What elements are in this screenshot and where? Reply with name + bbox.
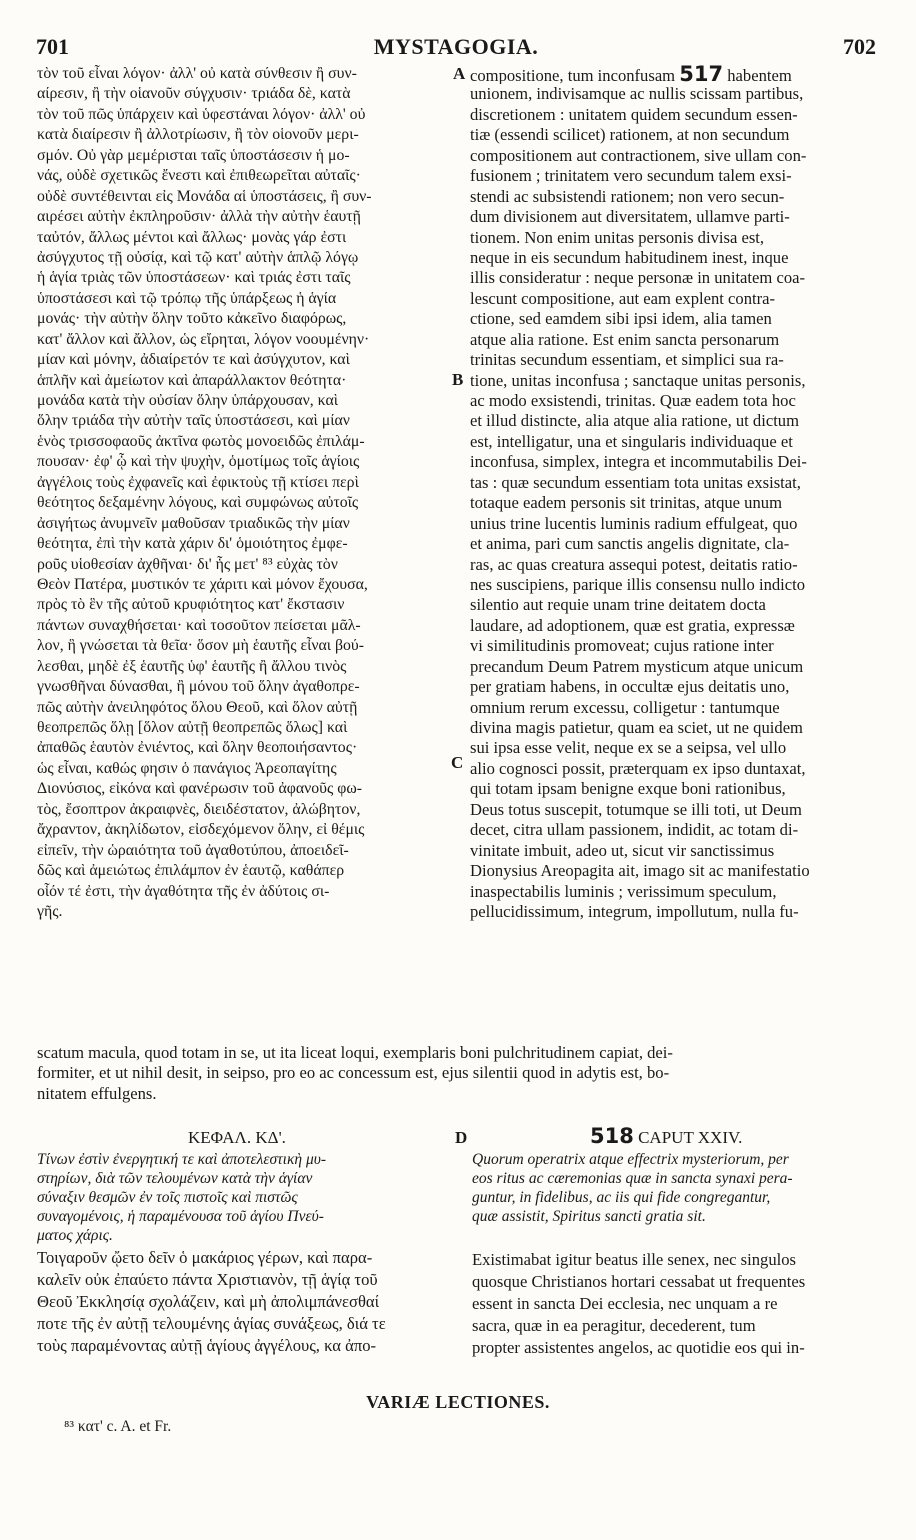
latin-body-line: essent in sancta Dei ecclesia, nec unquam a re [472, 1294, 778, 1313]
latin-text-line: tas : quæ secundum essentiam tota unitas exsistat, [470, 472, 801, 492]
variae-lectiones-heading: VARIÆ LECTIONES. [366, 1392, 550, 1412]
variant-note: ⁸³ κατ' c. A. et Fr. [64, 1418, 172, 1435]
greek-text-line: λον, ἣ γνώσεται τὰ θεῖα· ὅσον μὴ ἑαυτῆς εἶναι βού- [37, 637, 364, 655]
greek-chapter-summary [37, 1150, 457, 1245]
latin-text-line: tiæ (essendi scilicet) rationem, at non secundum [470, 125, 790, 145]
latin-text-line: dum divisionem aut diversitatem, ullamve parti- [470, 207, 790, 227]
greek-body-line: Θεοῦ Ἐκκλησίᾳ σχολάζειν, καὶ μὴ ἀπολιμπάνεσθαί [37, 1292, 380, 1311]
greek-text-line: τὸν τοῦ πῶς ὑπάρχειν καὶ ὑφεστάναι λόγον· ἀλλ' οὐ [37, 105, 366, 123]
greek-body-line: τοὺς παραμένοντας αὐτῇ ἁγίους ἀγγέλους, κα ἀπο- [37, 1336, 377, 1355]
latin-text-line: ras, ac quas creatura assequi potest, deitatis ratio- [470, 554, 798, 574]
greek-text-line: οὐδὲ συντέθεινται εἰς Μονάδα αἱ ὑποστάσεις, ἢ συν- [37, 187, 372, 205]
greek-summary-line: στηρίων, διὰ τῶν τελουμένων κατὰ τὴν ἁγίαν [37, 1170, 313, 1187]
greek-text-line: ὑποστάσεσι καὶ τῷ τρόπῳ τῆς ὑπάρξεως ἡ ἁγία [37, 289, 337, 307]
latin-chapter-body [472, 1249, 882, 1359]
left-page-number: 701 [36, 34, 69, 59]
latin-text-line: compositionem aut contractionem, sive ullam con- [470, 145, 807, 165]
latin-body-line: quosque Christianos hortari cessabat ut frequentes [472, 1272, 806, 1291]
latin-body-line: sacra, quæ in ea peragitur, decederent, tum [472, 1316, 756, 1335]
greek-text-line: ἡ ἁγία τριὰς τῶν ὑποστάσεων· καὶ τριάς ἐστι ταῖς [37, 269, 351, 287]
greek-text-line: πάντων συναχθήσεται· καὶ τοσοῦτον πείσεται μᾶλ- [37, 616, 361, 634]
greek-summary-line: σύναξιν θεσμῶν ἐν τοῖς πιστοῖς καὶ πιστῶς [37, 1189, 298, 1206]
latin-text-line: fusionem ; trinitatem vero secundum talem exsi- [470, 166, 792, 186]
latin-summary-line: quæ assistit, Spiritus sancti gratia sit. [472, 1208, 706, 1225]
latin-text-line: est, intelligatur, una et singularis individuaque et [470, 431, 793, 451]
latin-text-line: trinitas secundum essentiam, et simplici sua ra- [470, 350, 784, 370]
latin-text-line: silentio aut requie unam trine deitatem docta [470, 595, 766, 615]
latin-text-line: vi similitudinis promoveat; cujus ratione inter [470, 636, 774, 656]
column-number-518: 518 [590, 1124, 634, 1148]
latin-text-line: decet, citra ullam passionem, indidit, ac totam di- [470, 820, 799, 840]
latin-column [470, 64, 880, 922]
latin-text-line: unionem, indivisamque ac nullis scissam partibus, [470, 84, 804, 104]
greek-text-line: δῶς καὶ ἀμειώτως ἐπιλάμπον ἐν ἑαυτῷ, καθάπερ [37, 862, 345, 880]
greek-summary-line: Τίνων ἐστὶν ἐνεργητική τε καὶ ἀποτελεστικὴ μυ- [37, 1151, 327, 1168]
latin-chapter-title: CAPUT XXIV. [638, 1128, 743, 1147]
latin-body-line: propter assistentes angelos, ac quotidie eos qui in- [472, 1338, 805, 1357]
latin-text-line: lescunt compositione, aut eam explent contra- [470, 288, 776, 308]
greek-text-line: πρὸς τὸ ἓν τῆς αὐτοῦ κρυφιότητος κατ' ἔκστασιν [37, 596, 345, 614]
greek-text-line: οἷόν τέ ἐστι, τὴν ἀγαθότητα τῆς ἐν ἀδύτοις σι- [37, 882, 330, 900]
margin-marker-a: A [453, 64, 466, 83]
latin-summary-line: eos ritus ac cæremonias quæ in sancta synaxi pera- [472, 1170, 793, 1187]
greek-text-line: θεότητος δεξαμένην λόγους, καὶ συμφώνως αὐτοῖς [37, 494, 359, 512]
greek-text-line: ὅλην τριάδα τὴν αὐτὴν ταῖς ὑποστάσεσι, καὶ μίαν [37, 412, 350, 430]
latin-summary-line: guntur, in fidelibus, ac iis qui fide congregantur, [472, 1189, 771, 1206]
latin-text-line: alio cognosci possit, præterquam ex ipso duntaxat, [470, 758, 806, 778]
latin-text-line: tionem. Non enim unitas personis divisa est, [470, 227, 765, 247]
latin-text-line: totaque eadem personis sit trinitas, atque unum [470, 493, 782, 513]
greek-text-line: αίρεσιν, ἢ τὴν οἱανοῦν σύγχυσιν· τριάδα δὲ, κατὰ [37, 85, 351, 103]
latin-text-line: unius trine lucentis luminis radium effulgeat, quo [470, 513, 798, 533]
greek-text-line: ταὐτόν, ἄλλως μέντοι καὶ ἄλλως· μονὰς γάρ ἐστι [37, 228, 347, 246]
latin-text-line: ac modo exsistendi, trinitas. Quæ eadem tota hoc [470, 391, 796, 410]
greek-text-line: λεσθαι, μηδὲ ἐξ ἑαυτῆς ὑφ' ἑαυτῆς ἢ ἄλλου τινὸς [37, 657, 347, 675]
greek-body-line: Τοιγαροῦν ᾤετο δεῖν ὁ μακάριος γέρων, καὶ παρα- [37, 1248, 373, 1267]
latin-body-line: Existimabat igitur beatus ille senex, nec singulos [472, 1250, 796, 1269]
greek-text-line: Θεὸν Πατέρα, μυστικόν τε χάριτι καὶ μόνον ἔχουσα, [37, 575, 368, 593]
latin-text-line: inconfusa, simplex, integra et incommutabilis Dei- [470, 452, 807, 472]
latin-text-line: discretionem : unitatem quidem secundum essen- [470, 104, 798, 124]
latin-chapter-heading [590, 1124, 742, 1148]
column-number-517: 517 [679, 64, 724, 85]
latin-text-line: tione, unitas inconfusa ; sanctaque unitas personis, [470, 370, 806, 390]
greek-text-line: πουσαν· ἐφ' ᾧ καὶ τὴν ψυχὴν, ὁμοτίμως τοῖς ἁγίοις [37, 453, 360, 471]
greek-text-line: Διονύσιος, εἰκόνα καὶ φανέρωσιν τοῦ ἀφανοῦς φω- [37, 780, 362, 798]
full-width-line: nitatem effulgens. [37, 1083, 157, 1103]
greek-text-line: κατὰ διαίρεσιν ἢ ἀλλοτρίωσιν, ἢ τὸν οἱονοῦν μερι- [37, 126, 359, 144]
greek-chapter-heading: ΚΕΦΑΛ. ΚΔ'. [188, 1128, 286, 1147]
latin-text-line: ctione, sed eamdem sibi ipsi idem, alia tamen [470, 309, 772, 329]
greek-summary-line: ματος χάρις. [37, 1227, 113, 1244]
right-page-number: 702 [843, 34, 876, 59]
greek-text-line: ἁπλῆν καὶ ἀμείωτον καὶ ἀπαράλλακτον θεότητα· [37, 371, 347, 389]
greek-text-line: ἀσύγχυτος τῇ οὐσίᾳ, καὶ τῷ κατ' αὐτὴν ἁπλῷ λόγῳ [37, 248, 359, 266]
latin-text-line: inaspectabilis luminis ; verissimum speculum, [470, 881, 777, 901]
greek-text-line: τὸς, ἔσοπτρον ἀκραιφνὲς, διειδέστατον, ἀλώβητον, [37, 800, 361, 818]
latin-text-line: precandum Deum Patrem mysticum atque unicum [470, 656, 804, 676]
greek-text-line: ἀσιγήτως ἀνυμνεῖν μαθοῦσαν τριαδικῶς τὴν μίαν [37, 514, 350, 532]
greek-text-line: μίαν καὶ μόνην, ἀδιαίρετόν τε καὶ ἀσύγχυτον, καὶ [37, 351, 350, 369]
greek-text-line: πῶς αὐτὴν ἀνειληφότος ὅλου Θεοῦ, καὶ ὅλον αὐτῇ [37, 698, 358, 716]
greek-text-line: σμόν. Οὐ γὰρ μεμέρισται ταῖς ὑποστάσεσιν ἡ μο- [37, 146, 350, 164]
greek-text-line: αιρέσει αὐτὴν ἐκπληροῦσιν· ἀλλὰ τὴν αὐτὴν ἑαυτῇ [37, 208, 361, 226]
greek-column [37, 64, 457, 922]
latin-text-line: qui totam ipsam benigne exque boni rationibus, [470, 779, 786, 799]
latin-text-line: Dionysius Areopagita ait, imago sit ac manifestatio [470, 861, 810, 881]
latin-text-line: et anima, pari cum sanctis angelis dignitate, cla- [470, 534, 790, 554]
margin-marker-c: C [451, 753, 464, 772]
greek-text-line: μονάδα κατὰ τὴν οὐσίαν ὅλην ὑπάρχουσαν, καὶ [37, 392, 338, 409]
latin-text-line: vinitate imbuit, adeo ut, sicut vir sanctissimus [470, 840, 775, 860]
latin-text-line: et illud distincte, alia atque alia ratione, ut dictum [470, 411, 800, 431]
running-title: MYSTAGOGIA. [373, 34, 539, 59]
latin-text-line: illis consideratur : neque personæ in unitatem coa- [470, 268, 806, 288]
page-header [36, 34, 876, 60]
full-width-line: scatum macula, quod totam in se, ut ita liceat loqui, exemplaris boni pulchritudinem capiat, dei- [37, 1043, 673, 1062]
latin-text-line: divina magis patietur, quam ea sciet, ut ne quidem [470, 718, 803, 737]
full-width-text [37, 1043, 880, 1104]
greek-text-line: θεότητα, ἐπὶ τὴν κατὰ χάριν δι' ὁμοιότητος ἐμφε- [37, 535, 348, 553]
full-width-line: formiter, et ut nihil desit, in seipso, pro eo ac concessum est, ejus silentii quod in adytis est, bo- [37, 1063, 670, 1083]
margin-marker-b: B [452, 370, 464, 389]
greek-chapter-body [37, 1247, 457, 1357]
margin-marker-d: D [455, 1128, 468, 1147]
greek-summary-line: συναγομένοις, ἡ παραμένουσα τοῦ ἁγίου Πνεύ- [37, 1208, 324, 1225]
greek-text-line: γῆς. [37, 902, 63, 920]
greek-text-line: νάς, οὐδὲ σχετικῶς ἔνεστι καὶ ἐπιθεωρεῖται αὐταῖς· [37, 167, 361, 185]
greek-body-line: καλεῖν οὐκ ἐπαύετο πάντα Χριστιανὸν, τῇ ἁγίᾳ τοῦ [37, 1270, 378, 1289]
latin-chapter-summary [472, 1150, 882, 1226]
greek-text-line: θεοπρεπῶς ὅλῃ [ὅλον αὐτῇ θεοπρεπῶς ὅλως] καὶ [37, 719, 348, 736]
latin-text-line: Deus totus suscepit, totumque se illi toti, ut Deum [470, 799, 802, 819]
latin-text-line: compositione, tum inconfusam 517 habentem [470, 64, 792, 85]
latin-text-line: omnium rerum excessu, colligetur : tantumque [470, 697, 780, 717]
greek-text-line: κατ' ἄλλον καὶ ἄλλον, ὡς εἴρηται, λόγον νοουμένην· [37, 330, 370, 348]
greek-text-line: ἀπαθῶς ἑαυτὸν ἐνιέντος, καὶ ὅλην θεοποιήσαντος· [37, 739, 358, 757]
latin-text-line: stendi ac subsistendi rationem; non vero secun- [470, 186, 785, 206]
greek-text-line: ἄχραντον, ἀκηλίδωτον, εἰσδεχόμενον ὅλην, εἰ θέμις [37, 821, 365, 839]
greek-text-line: γνωσθῆναι δύνασθαι, ἢ μόνου τοῦ ὅλην ἀγαθοπρε- [37, 678, 360, 696]
greek-text-line: μονάς· τὴν αὐτὴν ὅλην τοῦτο κἀκεῖνο διαφόρως, [37, 310, 347, 328]
latin-text-line: nes suscipiens, parique illis consensu nullo indicto [470, 574, 806, 594]
latin-text-line: atque alia ratione. Est enim sancta personarum [470, 329, 780, 349]
latin-text-line: sui ipsa esse velit, neque ex se a seipsa, vel ullo [470, 738, 787, 758]
latin-text-line: pellucidissimum, integrum, impollutum, nulla fu- [470, 901, 799, 921]
greek-text-line: εἰπεῖν, τὴν ὡραιότητα τοῦ ἀγαθοτύπου, ἀποειδεῖ- [37, 841, 349, 859]
latin-text-line: per gratiam habens, in occultæ ejus deitatis uno, [470, 677, 790, 697]
latin-summary-line: Quorum operatrix atque effectrix mysteriorum, per [472, 1151, 789, 1168]
greek-text-line: ἀγγέλοις τοὺς ἐχφανεῖς καὶ ἐφικτοὺς τῇ κτίσει περὶ [37, 473, 359, 491]
greek-text-line: ἑνὸς τρισσοφαοῦς ἀκτῖνα φωτὸς μονοειδῶς ἐπιλάμ- [37, 432, 365, 450]
greek-body-line: ποτε τῆς ἐν αὐτῇ τελουμένης ἁγίας συνάξεως, διά τε [37, 1314, 386, 1333]
latin-text-line: neque in eis secundum habitudinem inest, inque [470, 247, 789, 267]
greek-text-line: τὸν τοῦ εἶναι λόγον· ἀλλ' οὐ κατὰ σύνθεσιν ἢ συν- [37, 65, 357, 82]
latin-text-line: laudare, ad adoptionem, quæ est gratia, expressæ [470, 615, 795, 635]
greek-text-line: ροῦς υἱοθεσίαν ἀχθῆναι· δι' ἧς μετ' ⁸³ εὐχὰς τὸν [37, 555, 338, 573]
greek-text-line: ὡς εἶναι, καθώς φησιν ὁ πανάγιος Ἀρεοπαγίτης [37, 759, 337, 777]
